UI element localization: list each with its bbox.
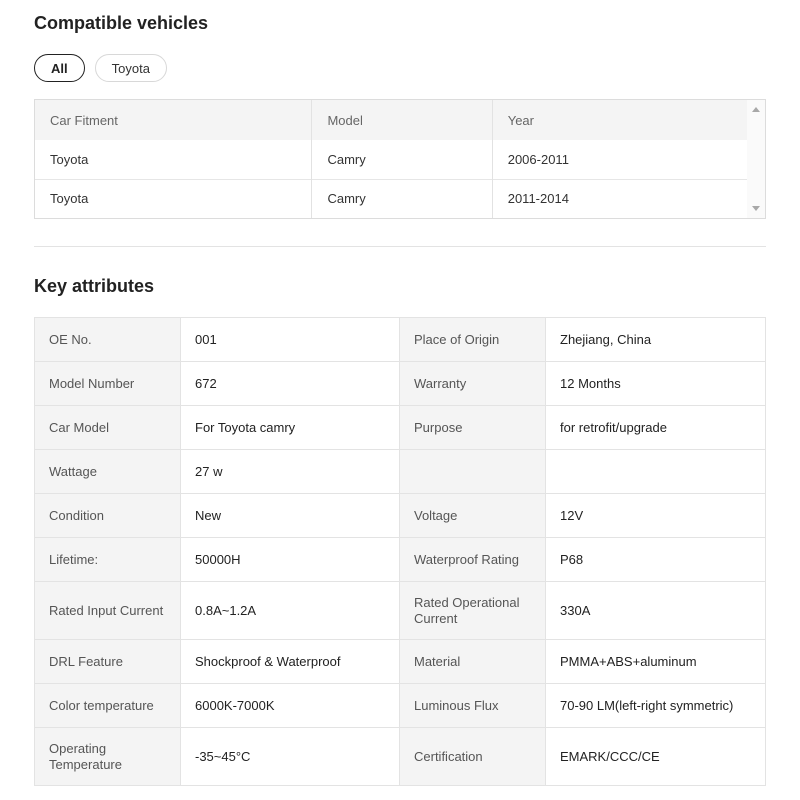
attribute-value: 70-90 LM(left-right symmetric)	[546, 684, 766, 728]
attribute-value: New	[181, 494, 400, 538]
table-row	[35, 362, 766, 406]
attribute-value-blurred	[546, 450, 766, 494]
attribute-value: For Toyota camry	[181, 406, 400, 450]
attribute-label: Place of Origin	[400, 318, 546, 362]
fitment-table-container	[34, 99, 766, 219]
attribute-label: Certification	[400, 728, 546, 786]
attribute-label: Wattage	[35, 450, 181, 494]
column-header-year: Year	[492, 100, 747, 140]
attribute-value: Shockproof & Waterproof	[181, 640, 400, 684]
attribute-label: Car Model	[35, 406, 181, 450]
cell-car-fitment: Toyota	[35, 179, 312, 218]
compatible-vehicles-title: Compatible vehicles	[34, 13, 209, 33]
attribute-value: for retrofit/upgrade	[546, 406, 766, 450]
attribute-value: P68	[546, 538, 766, 582]
attribute-value: 27 w	[181, 450, 400, 494]
cell-model: Camry	[312, 140, 492, 179]
table-row	[35, 140, 747, 179]
attribute-value: -35~45°C	[181, 728, 400, 786]
attribute-value: 6000K-7000K	[181, 684, 400, 728]
attribute-label: Rated Input Current	[35, 582, 181, 640]
attribute-value: 330A	[546, 582, 766, 640]
scroll-up-arrow-icon[interactable]	[752, 107, 760, 112]
attribute-label: Warranty	[400, 362, 546, 406]
attribute-label: Voltage	[400, 494, 546, 538]
attribute-label: Color temperature	[35, 684, 181, 728]
key-attributes-title: Key attributes	[34, 276, 155, 296]
table-row	[35, 640, 766, 684]
table-row	[35, 318, 766, 362]
attribute-value: 001	[181, 318, 400, 362]
attribute-label: DRL Feature	[35, 640, 181, 684]
table-row	[35, 179, 747, 218]
attribute-value: 12 Months	[546, 362, 766, 406]
attribute-label: Purpose	[400, 406, 546, 450]
fitment-scrollbar[interactable]	[747, 100, 765, 218]
key-attributes-table	[34, 317, 766, 786]
table-row	[35, 494, 766, 538]
attribute-value: 672	[181, 362, 400, 406]
cell-year: 2011-2014	[492, 179, 747, 218]
fitment-table	[35, 100, 747, 218]
cell-car-fitment: Toyota	[35, 140, 312, 179]
table-row	[35, 406, 766, 450]
attribute-value: 12V	[546, 494, 766, 538]
section-divider	[34, 246, 766, 247]
column-header-car-fitment: Car Fitment	[35, 100, 312, 140]
cell-model: Camry	[312, 179, 492, 218]
table-row	[35, 728, 766, 786]
table-row	[35, 450, 766, 494]
table-row	[35, 582, 766, 640]
filter-chip-toyota[interactable]: Toyota	[95, 54, 167, 82]
attribute-label: Material	[400, 640, 546, 684]
table-row	[35, 684, 766, 728]
attribute-label: Operating Temperature	[35, 728, 181, 786]
attribute-label-blurred	[400, 450, 546, 494]
column-header-model: Model	[312, 100, 492, 140]
table-row	[35, 538, 766, 582]
attribute-label: Model Number	[35, 362, 181, 406]
attribute-value: 0.8A~1.2A	[181, 582, 400, 640]
attribute-value: Zhejiang, China	[546, 318, 766, 362]
attribute-label: Lifetime:	[35, 538, 181, 582]
cell-year: 2006-2011	[507, 151, 569, 167]
filter-chip-all[interactable]: All	[34, 54, 85, 82]
attribute-label: Luminous Flux	[400, 684, 546, 728]
attribute-label: Waterproof Rating	[400, 538, 546, 582]
attribute-value: PMMA+ABS+aluminum	[546, 640, 766, 684]
attribute-label: OE No.	[35, 318, 181, 362]
attribute-value: EMARK/CCC/CE	[546, 728, 766, 786]
attribute-label: Rated Operational Current	[400, 582, 546, 640]
scroll-down-arrow-icon[interactable]	[752, 206, 760, 211]
attribute-value: 50000H	[181, 538, 400, 582]
vehicle-filter-chips	[34, 54, 167, 82]
attribute-label: Condition	[35, 494, 181, 538]
